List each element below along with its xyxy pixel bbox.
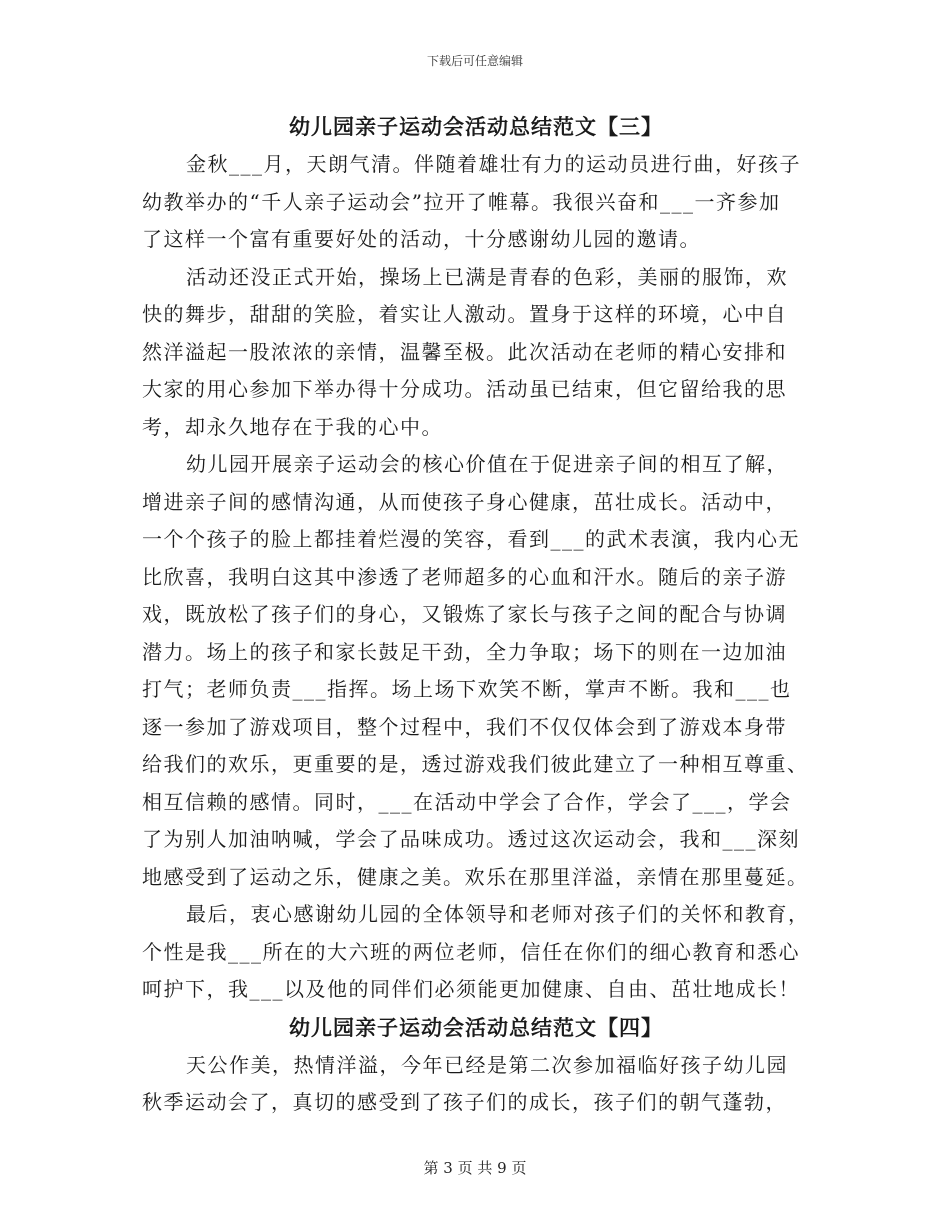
paragraph-line: 然洋溢起一股浓浓的亲情，温馨至极。此次活动在老师的精心安排和 bbox=[142, 339, 787, 364]
section-4-paragraph-1 bbox=[142, 1047, 810, 1122]
paragraph-line: 一个个孩子的脸上都挂着烂漫的笑容，看到___的武术表演，我内心无 bbox=[142, 527, 800, 551]
paragraph-line: 快的舞步，甜甜的笑脸，着实让人激动。置身于这样的环境，心中自 bbox=[142, 302, 787, 326]
paragraph-line: 给我们的欢乐，更重要的是，透过游戏我们彼此建立了一种相互尊重、 bbox=[142, 752, 809, 776]
paragraph-line: 了这样一个富有重要好处的活动，十分感谢幼儿园的邀请。 bbox=[142, 227, 701, 251]
paragraph-line: 个性是我___所在的大六班的两位老师，信任在你们的细心教育和悉心 bbox=[142, 939, 800, 964]
paragraph-line: 潜力。场上的孩子和家长鼓足干劲，全力争取；场下的则在一边加油 bbox=[142, 639, 787, 664]
paragraph-line: 活动还没正式开始，操场上已满是青春的色彩，美丽的服饰，欢 bbox=[186, 264, 788, 289]
paragraph-line: 比欣喜，我明白这其中渗透了老师超多的心血和汗水。随后的亲子游 bbox=[142, 564, 787, 589]
section-3-paragraph-4 bbox=[142, 896, 810, 1009]
page-number: 第 3 页 共 9 页 bbox=[423, 1159, 527, 1177]
section-3-paragraph-3 bbox=[142, 446, 810, 896]
paragraph-line: 逐一参加了游戏项目，整个过程中，我们不仅仅体会到了游戏本身带 bbox=[142, 714, 787, 739]
paragraph-line: 地感受到了运动之乐，健康之美。欢乐在那里洋溢，亲情在那里蔓延。 bbox=[142, 864, 809, 889]
paragraph-line: 呵护下，我___以及他的同伴们必须能更加健康、自由、茁壮地成长！ bbox=[142, 977, 800, 1001]
section-3-paragraph-1 bbox=[142, 146, 810, 259]
paragraph-line: 幼儿园开展亲子运动会的核心价值在于促进亲子间的相互了解， bbox=[186, 452, 788, 476]
page-header-note: 下载后可任意编辑 bbox=[426, 54, 523, 68]
section-3-title: 幼儿园亲子运动会活动总结范文【三】 bbox=[289, 114, 663, 139]
paragraph-line: 金秋___月，天朗气清。伴随着雄壮有力的运动员进行曲，好孩子 bbox=[186, 152, 801, 176]
paragraph-line: 天公作美，热情洋溢，今年已经是第二次参加福临好孩子幼儿园 bbox=[186, 1052, 788, 1077]
paragraph-line: 增进亲子间的感情沟通，从而使孩子身心健康，茁壮成长。活动中， bbox=[142, 489, 787, 514]
paragraph-line: 幼教举办的“千人亲子运动会”拉开了帷幕。我很兴奋和___一齐参加 bbox=[142, 189, 781, 214]
paragraph-line: 了为别人加油呐喊，学会了品味成功。透过这次运动会，我和___深刻 bbox=[142, 827, 800, 851]
paragraph-line: 最后，衷心感谢幼儿园的全体领导和老师对孩子们的关怀和教育， bbox=[186, 902, 810, 926]
paragraph-line: 戏，既放松了孩子们的身心，又锻炼了家长与孩子之间的配合与协调 bbox=[142, 602, 787, 626]
paragraph-line: 秋季运动会了，真切的感受到了孩子们的成长，孩子们的朝气蓬勃， bbox=[142, 1090, 787, 1114]
section-4-title: 幼儿园亲子运动会活动总结范文【四】 bbox=[289, 1014, 663, 1040]
document-body bbox=[142, 108, 810, 1122]
paragraph-line: 大家的用心参加下举办得十分成功。活动虽已结束，但它留给我的思 bbox=[142, 377, 787, 401]
paragraph-line: 打气；老师负责___指挥。场上场下欢笑不断，掌声不断。我和___也 bbox=[142, 677, 792, 701]
paragraph-line: 相互信赖的感情。同时，___在活动中学会了合作，学会了___，学会 bbox=[142, 789, 792, 814]
section-3-paragraph-2 bbox=[142, 259, 810, 447]
paragraph-line: 考，却永久地存在于我的心中。 bbox=[142, 414, 443, 439]
